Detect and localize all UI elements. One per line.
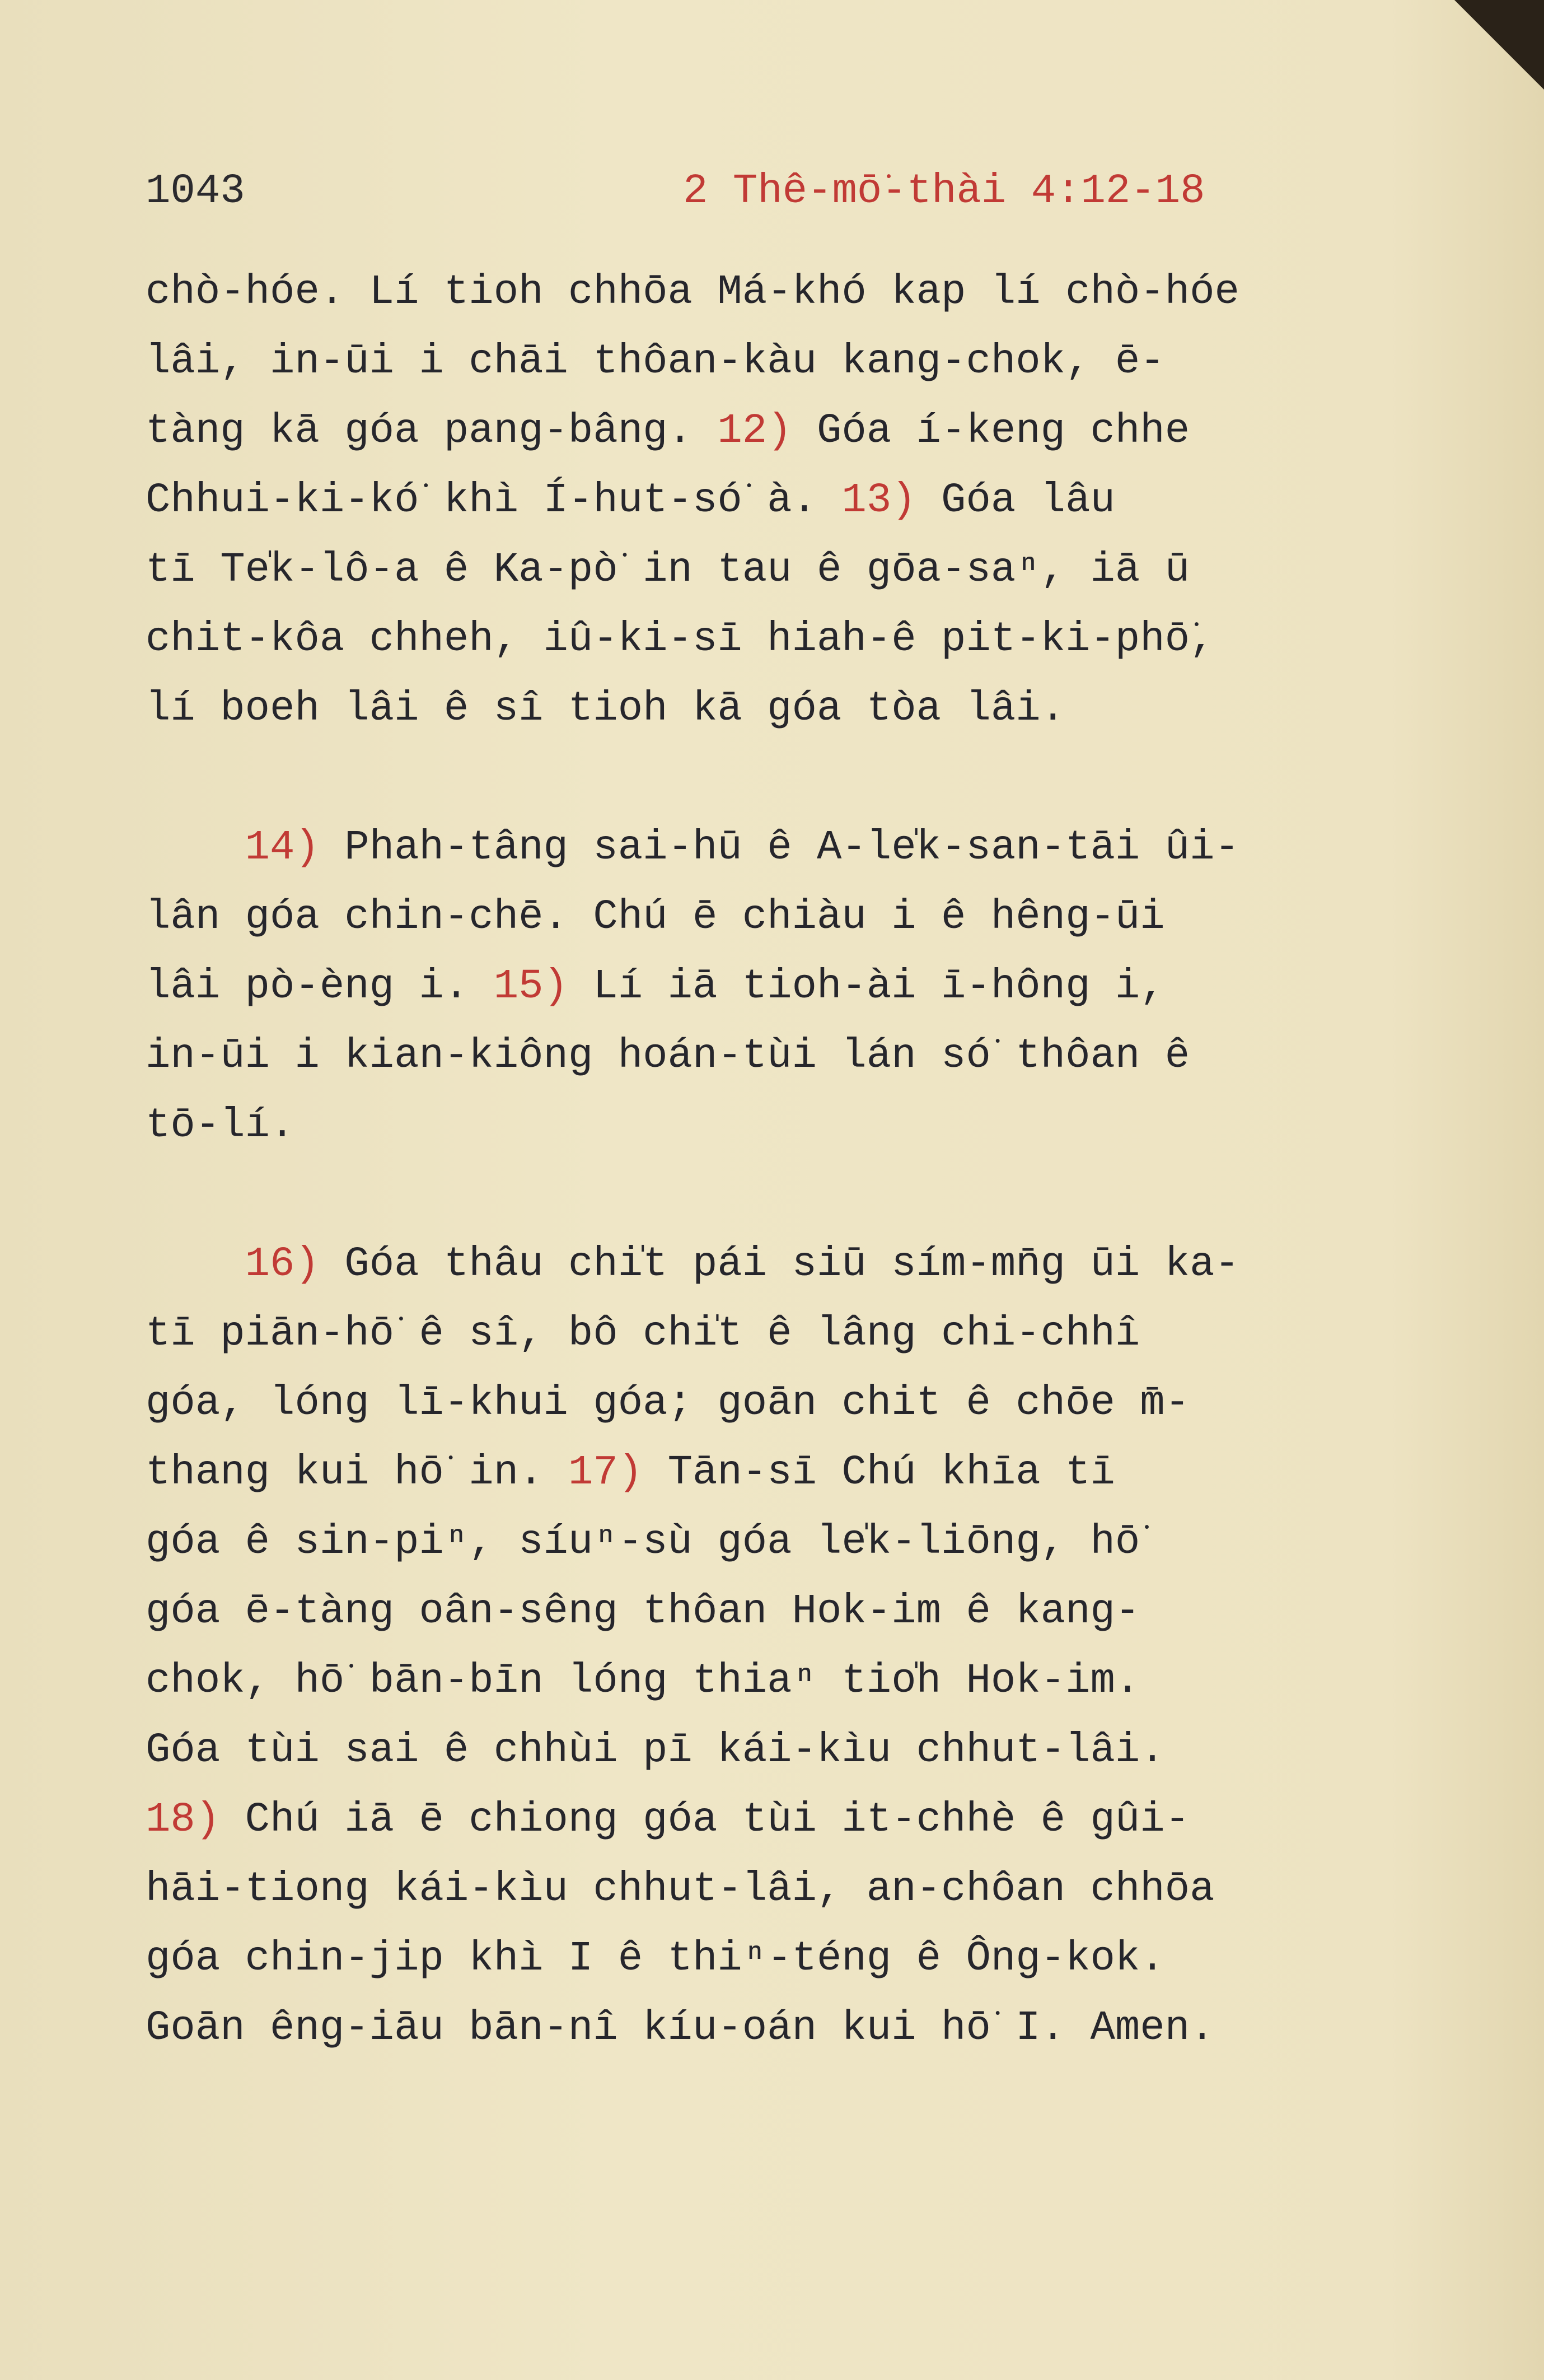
- verse-number: 17): [568, 1449, 643, 1496]
- text-line: [146, 1091, 1411, 1160]
- verse-text: Phah-tâng sai-hū ê A-le̍k-san-tāi ûi-: [319, 824, 1239, 871]
- text-line: [146, 1508, 1411, 1577]
- verse-text: góa ê sin-piⁿ, síuⁿ-sù góa le̍k-liōng, hō͘: [146, 1519, 1140, 1566]
- page-corner-shadow: [1454, 0, 1544, 90]
- verse-text: Chhui-ki-kó͘ khì Í-hut-só͘ à.: [146, 477, 842, 524]
- text-line: [146, 1021, 1411, 1091]
- text-line: [146, 1785, 1411, 1855]
- page-number: 1043: [146, 168, 245, 215]
- verse-number: 16): [245, 1241, 320, 1288]
- text-line: [146, 883, 1411, 952]
- text-line: [146, 1577, 1411, 1646]
- paragraph-gap: [146, 1160, 1411, 1230]
- text-line: [146, 535, 1411, 605]
- verse-number: 12): [717, 408, 792, 455]
- verse-text: [146, 1241, 245, 1288]
- text-line: [146, 1646, 1411, 1716]
- verse-text: lí boeh lâi ê sî tioh kā góa tòa lâi.: [146, 685, 1066, 732]
- text-line: [146, 674, 1411, 744]
- text-line: [146, 952, 1411, 1021]
- verse-text: Tān-sī Chú khīa tī: [643, 1449, 1115, 1496]
- text-line: [146, 1230, 1411, 1299]
- text-line: [146, 1994, 1411, 2063]
- verse-text: lân góa chin-chē. Chú ē chiàu i ê hêng-ūi: [146, 894, 1165, 941]
- verse-number: 14): [245, 824, 320, 871]
- text-line: [146, 1438, 1411, 1508]
- text-line: [146, 1855, 1411, 1924]
- scripture-text: [146, 258, 1411, 2063]
- verse-text: Chú iā ē chiong góa tùi it-chhè ê gûi-: [220, 1796, 1190, 1844]
- verse-text: lâi pò-èng i.: [146, 963, 494, 1010]
- text-line: [146, 1299, 1411, 1369]
- text-line: [146, 1924, 1411, 1994]
- verse-text: in-ūi i kian-kiông hoán-tùi lán só͘ thôan ê: [146, 1033, 1190, 1080]
- text-line: [146, 396, 1411, 466]
- verse-text: tī Te̍k-lô-a ê Ka-pò͘ in tau ê gōa-saⁿ, iā ū: [146, 547, 1190, 594]
- verse-text: chit-kôa chheh, iû-ki-sī hiah-ê pit-ki-phō͘,: [146, 616, 1215, 663]
- verse-text: Góa í-keng chhe: [792, 408, 1190, 455]
- verse-text: tī piān-hō͘ ê sî, bô chi̍t ê lâng chi-chhî: [146, 1310, 1140, 1357]
- verse-text: chok, hō͘ bān-bīn lóng thiaⁿ tio̍h Hok-im.: [146, 1658, 1140, 1705]
- verse-text: tō-lí.: [146, 1102, 295, 1149]
- verse-text: Lí iā tioh-ài ī-hông i,: [568, 963, 1165, 1010]
- verse-number: 13): [841, 477, 916, 524]
- text-line: [146, 258, 1411, 327]
- verse-text: thang kui hō͘ in.: [146, 1449, 568, 1496]
- running-head: 2 Thê-mō͘-thài 4:12-18: [683, 168, 1205, 215]
- verse-text: Góa tùi sai ê chhùi pī kái-kìu chhut-lâi.: [146, 1727, 1165, 1774]
- text-line: [146, 327, 1411, 396]
- text-line: [146, 466, 1411, 535]
- verse-text: [146, 824, 245, 871]
- verse-text: Goān êng-iāu bān-nî kíu-oán kui hō͘ I. Amen.: [146, 2005, 1215, 2052]
- text-line: [146, 1716, 1411, 1785]
- text-line: [146, 813, 1411, 883]
- verse-text: chò-hóe. Lí tioh chhōa Má-khó kap lí chò-hóe: [146, 269, 1239, 316]
- verse-number: 15): [493, 963, 568, 1010]
- text-line: [146, 1369, 1411, 1438]
- verse-text: Góa thâu chi̍t pái siū sím-mn̄g ūi ka-: [319, 1241, 1239, 1288]
- verse-number: 18): [146, 1796, 221, 1844]
- verse-text: tàng kā góa pang-bâng.: [146, 408, 718, 455]
- page-header: [146, 168, 1400, 230]
- verse-text: góa chin-jip khì I ê thiⁿ-téng ê Ông-kok.: [146, 1935, 1165, 1982]
- paragraph-gap: [146, 744, 1411, 813]
- text-line: [146, 605, 1411, 674]
- verse-text: hāi-tiong kái-kìu chhut-lâi, an-chôan chhōa: [146, 1866, 1215, 1913]
- verse-text: góa, lóng lī-khui góa; goān chit ê chōe m̄-: [146, 1380, 1190, 1427]
- verse-text: lâi, in-ūi i chāi thôan-kàu kang-chok, ē-: [146, 338, 1165, 385]
- verse-text: góa ē-tàng oân-sêng thôan Hok-im ê kang-: [146, 1588, 1140, 1635]
- verse-text: Góa lâu: [916, 477, 1115, 524]
